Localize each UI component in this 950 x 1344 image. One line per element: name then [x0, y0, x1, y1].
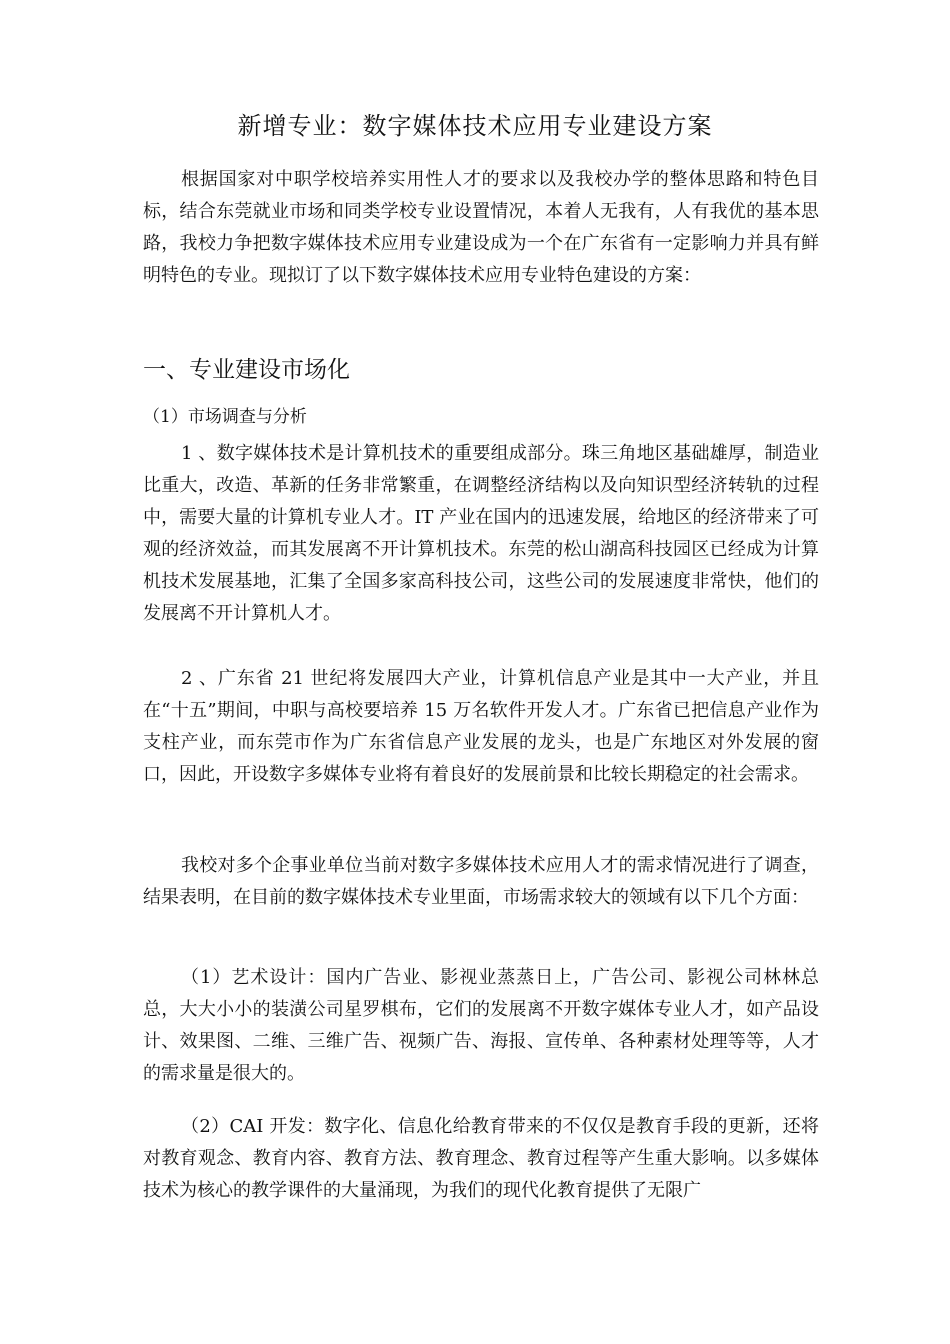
paragraph-3: 我校对多个企事业单位当前对数字多媒体技术应用人才的需求情况进行了调查，结果表明，在目前的数字媒体技术专业里面，市场需求较大的领域有以下几个方面： — [143, 855, 819, 908]
paragraph-4: （1）艺术设计：国内广告业、影视业蒸蒸日上，广告公司、影视公司林林总总，大大小小的装潢公司星罗棋布，它们的发展离不开数字媒体专业人才，如产品设计、效果图、二维、三维广告、视频广告、海报、宣传单、各种素材处理等等，人才的需求量是很大的。 — [143, 967, 819, 1084]
section-heading: 一、专业建设市场化 — [143, 357, 350, 383]
subsection-heading: （1）市场调查与分析 — [143, 407, 307, 427]
paragraph-5: （2）CAI 开发：数字化、信息化给教育带来的不仅仅是教育手段的更新，还将对教育观念、教育内容、教育方法、教育理念、教育过程等产生重大影响。以多媒体技术为核心的教学课件的大量涌现，为我们的现代化教育提供了无限广 — [143, 1116, 819, 1201]
paragraph-1: 1 、数字媒体技术是计算机技术的重要组成部分。珠三角地区基础雄厚，制造业比重大，改造、革新的任务非常繁重，在调整经济结构以及向知识型经济转轨的过程中，需要大量的计算机专业人才。IT 产业在国内的迅速发展，给地区的经济带来了可观的经济效益，而其发展离不开计算机技术。东莞的松山湖高科技园区已经成为计算机技术发展基地，汇集了全国多家高科技公司，这些公司的发展速度非常快，他们的发展离不开计算机人才。 — [143, 443, 819, 624]
document-title: 新增专业：数字媒体技术应用专业建设方案 — [237, 112, 713, 140]
intro-paragraph: 根据国家对中职学校培养实用性人才的要求以及我校办学的整体思路和特色目标，结合东莞就业市场和同类学校专业设置情况，本着人无我有，人有我优的基本思路，我校力争把数字媒体技术应用专业建设成为一个在广东省有一定影响力并具有鲜明特色的专业。现拟订了以下数字媒体技术应用专业特色建设的方案： — [143, 169, 819, 286]
paragraph-2: 2 、广东省 21 世纪将发展四大产业，计算机信息产业是其中一大产业，并且在“十五”期间，中职与高校要培养 15 万名软件开发人才。广东省已把信息产业作为支柱产业，而东莞市作为广东省信息产业发展的龙头，也是广东地区对外发展的窗口，因此，开设数字多媒体专业将有着良好的发展前景和比较长期稳定的社会需求。 — [143, 668, 819, 785]
